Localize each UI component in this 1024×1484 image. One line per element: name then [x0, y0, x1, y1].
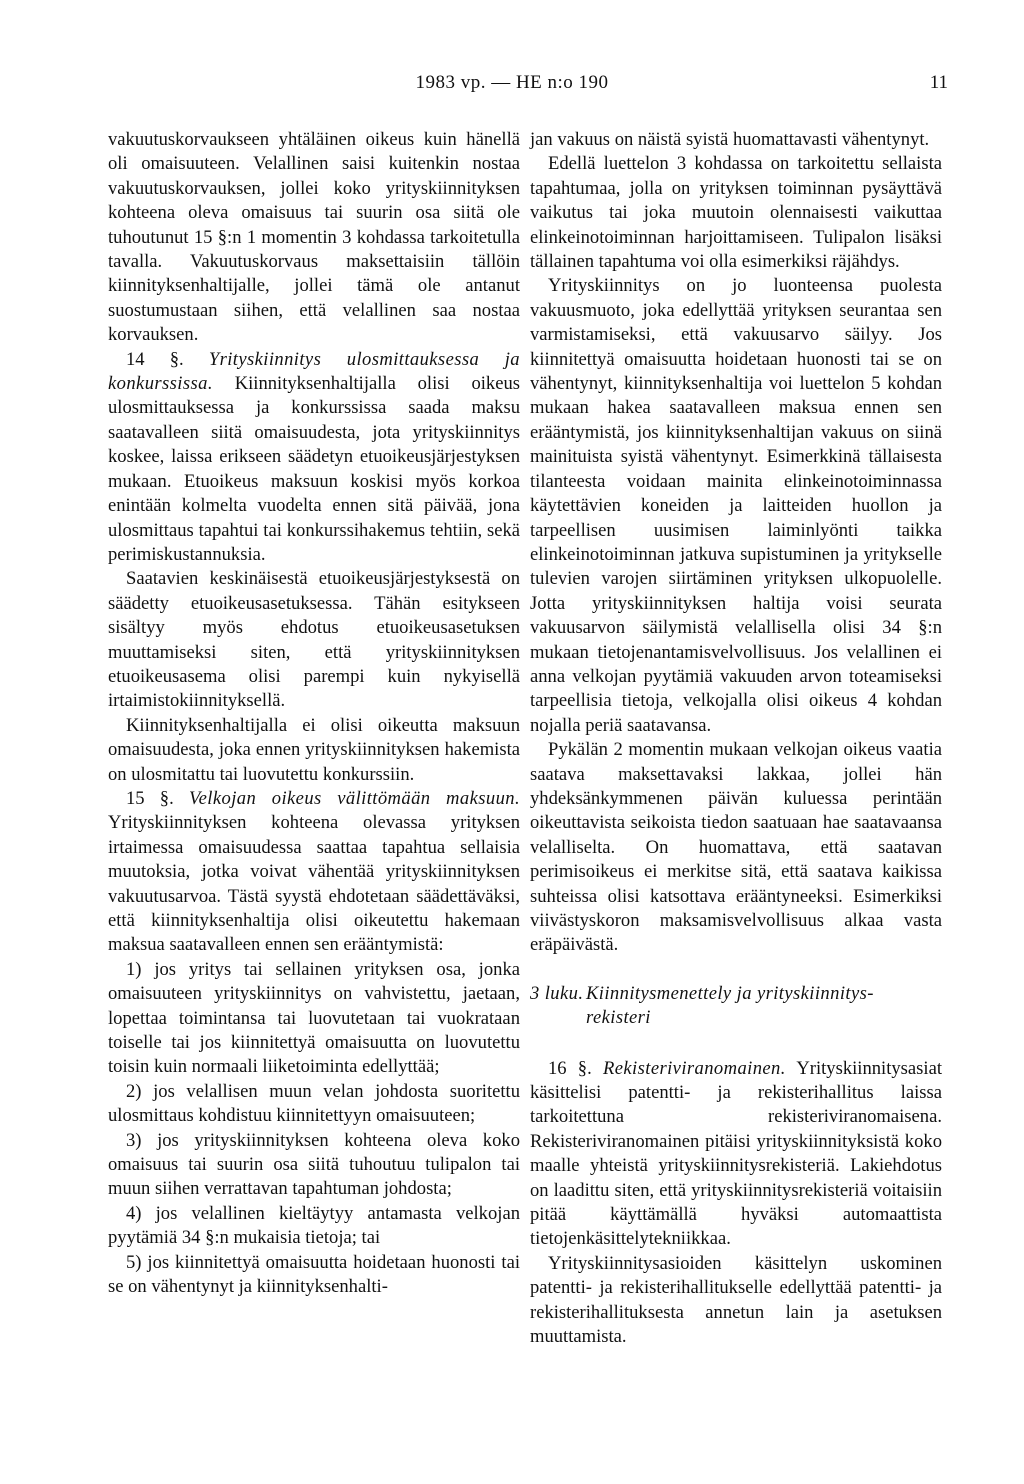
section-number: 15 §.	[126, 787, 174, 809]
chapter-number: 3 luku.	[530, 982, 584, 1004]
list-item: 1) jos yritys tai sellainen yrityksen osa, jonka omaisuuteen yrityskiinnitys on vahvistettu, jaetaan, lopettaa toimintansa tai luovutetaan tai vuokrataan toiselle tai jos kiinnitettyä omaisuutta on luovutettu toisin kuin normaali liiketoiminta edellyttää;	[108, 958, 520, 1078]
chapter-title: Kiinnitysmenettely ja yrityskiinnitys-	[586, 982, 874, 1004]
section-text: Yrityskiinnityksen kohteena olevassa yrityksen irtaimessa omaisuudessa saattaa tapahtua sellaisia muutoksia, jotka voivat vähentää yrityskiinnityksen vakuutusarvoa. Tästä syystä ehdotetaan säädettäväksi, että kiinnityksenhaltija olisi oikeutettu hakemaan maksua saatavalleen ennen sen erääntymistä:	[108, 812, 520, 956]
section-text: Yrityskiinnitysasiat käsittelisi patentti- ja rekisterihallitus laissa tarkoitettuna rekisteriviranomaisena. Rekisteriviranomainen pitäisi yrityskiinnityksistä koko maalle yhteistä yrityskiinnitysrekisteriä. Lakiehdotus on laadittu siten, että yrityskiinnitysrekisteriä voitaisiin pitää käyttämällä hyväksi automaattista tietojenkäsittelytekniikkaa.	[530, 1057, 942, 1250]
page-number: 11	[929, 72, 948, 93]
section-title: Rekisteriviranomainen.	[602, 1057, 786, 1079]
chapter-heading	[530, 982, 942, 1031]
paragraph: Kiinnityksenhaltijalla ei olisi oikeutta maksuun omaisuudesta, joka ennen yrityskiinnityksen hakemista on ulosmitattu tai luovutettu konkurssiin.	[108, 714, 520, 785]
paragraph: Yrityskiinnitys on jo luonteensa puolesta vakuusmuoto, joka edellyttää yrityksen seurantaa sen varmistamiseksi, että vakuusarvo säilyy. Jos kiinnitettyä omaisuutta hoidetaan huonosti tai se on vähentynyt, kiinnityksenhaltija voi luettelon 5 kohdan mukaan hakea saatavalleen maksua ennen sen erääntymistä, jos kiinnityksenhaltijan vakuus on siinä mainituista syistä vähentynyt. Esimerkkinä tällaisesta tilanteesta voidaan mainita elinkeinotoiminnassa käytettävien koneiden ja laitteiden huollon ja tarpeellisen uusimisen laiminlyönti taikka elinkeinotoiminnan jatkuva supistuminen ja yritykselle tulevien varojen siirtäminen yrityksen ulkopuolelle. Jotta yrityskiinnityksen haltija voisi seurata vakuusarvon säilymistä velallisella olisi 34 §:n mukaan tietojenantamisvelvollisuus. Jos velallinen ei anna velkojan pyytämiä vakuuden arvon toteamiseksi tarpeellisia tietoja, velkojalla olisi oikeus 4 kohdan nojalla periä saatavansa.	[530, 275, 942, 736]
list-item: 5) jos kiinnitettyä omaisuutta hoidetaan huonosti tai se on vähentynyt ja kiinnityksenhalti-	[108, 1251, 520, 1298]
page-header	[0, 72, 1024, 102]
chapter-title-continued: rekisteri	[586, 1007, 651, 1029]
section-title: Velkojan oikeus välittömään maksuun.	[188, 787, 521, 809]
list-item: 2) jos velallisen muun velan johdosta suoritettu ulosmittaus kohdistuu kiinnitettyyn omaisuuteen;	[108, 1080, 520, 1127]
paragraph: vakuutuskorvaukseen yhtäläinen oikeus kuin hänellä oli omaisuuteen. Velallinen saisi kuitenkin nostaa vakuutuskorvauksen, jollei koko yrityskiinnityksen kohteena oleva omaisuus tai suurin osa siitä ole tuhoutunut 15 §:n 1 momentin 3 kohdassa tarkoitetulla tavalla. Vakuutuskorvaus maksettaisiin tällöin kiinnityksenhaltijalle, jollei tämä ole antanut suostumustaan siihen, että velallinen saa nostaa korvauksen.	[108, 129, 520, 346]
paragraph: Yrityskiinnitysasioiden käsittelyn uskominen patentti- ja rekisterihallitukselle edellyttää patentti- ja rekisterihallituksesta annetun lain ja asetuksen muuttamista.	[530, 1252, 942, 1348]
section-15	[108, 787, 520, 958]
paragraph: Pykälän 2 momentin mukaan velkojan oikeus vaatia saatava maksettavaksi lakkaa, jollei hän yhdeksänkymmenen päivän kuluessa perintään oikeuttavista seikoista tiedon saatuaan hae saatavaansa velalliselta. On huomattava, että saatavan perimisoikeus ei merkitse sitä, että saatava kaikissa suhteissa olisi katsottava erääntyneeksi. Esimerkiksi viivästyskoron maksamisvelvollisuus alkaa vasta eräpäivästä.	[530, 739, 942, 956]
list-item: 3) jos yrityskiinnityksen kohteena oleva koko omaisuus tai suurin osa siitä tuhoutuu tulipalon tai muun siihen verrattavan tapahtuman johdosta;	[108, 1129, 520, 1200]
paragraph: Edellä luettelon 3 kohdassa on tarkoitettu sellaista tapahtumaa, jolla on yrityksen toiminnan pysäyttävä vaikutus tai joka muutoin olennaisesti vaikuttaa elinkeinotoiminnan harjoittamiseen. Tulipalon lisäksi tällainen tapahtuma voi olla esimerkiksi räjähdys.	[530, 153, 942, 273]
paragraph: jan vakuus on näistä syistä huomattavasti vähentynyt.	[530, 129, 930, 150]
paragraph: Saatavien keskinäisestä etuoikeusjärjestyksestä on säädetty etuoikeusasetuksessa. Tähän esitykseen sisältyy myös ehdotus etuoikeusasetuksen muuttamiseksi siten, että yrityskiinnityksen etuoikeusasema olisi parempi kuin nykyisellä irtaimistokiinnityksellä.	[108, 568, 520, 712]
section-text: Kiinnityksenhaltijalla olisi oikeus ulosmittauksessa ja konkurssissa saada maksu saatavalleen siitä omaisuudesta, jota yrityskiinnitys koskee, laissa erikseen säädetyn etuoikeusjärjestyksen mukaan. Etuoikeus maksuun koskisi myös korkoa enintään kolmelta vuodelta ennen sitä päivää, jona ulosmittaus tapahtui tai konkurssihakemus tehtiin, sekä perimiskustannuksia.	[108, 373, 520, 565]
left-column	[108, 128, 520, 1300]
section-number: 14 §.	[126, 348, 184, 370]
section-16	[530, 1057, 942, 1252]
list-item: 4) jos velallinen kieltäytyy antamasta velkojan pyytämiä 34 §:n mukaisia tietoja; tai	[108, 1202, 520, 1249]
document-reference: 1983 vp. — HE n:o 190	[415, 72, 609, 93]
section-14	[108, 348, 520, 568]
section-title: Yrityskiinnitys ulosmittauksessa ja konkurssissa.	[108, 348, 520, 395]
section-number: 16 §.	[548, 1057, 592, 1079]
right-column	[530, 128, 942, 1350]
